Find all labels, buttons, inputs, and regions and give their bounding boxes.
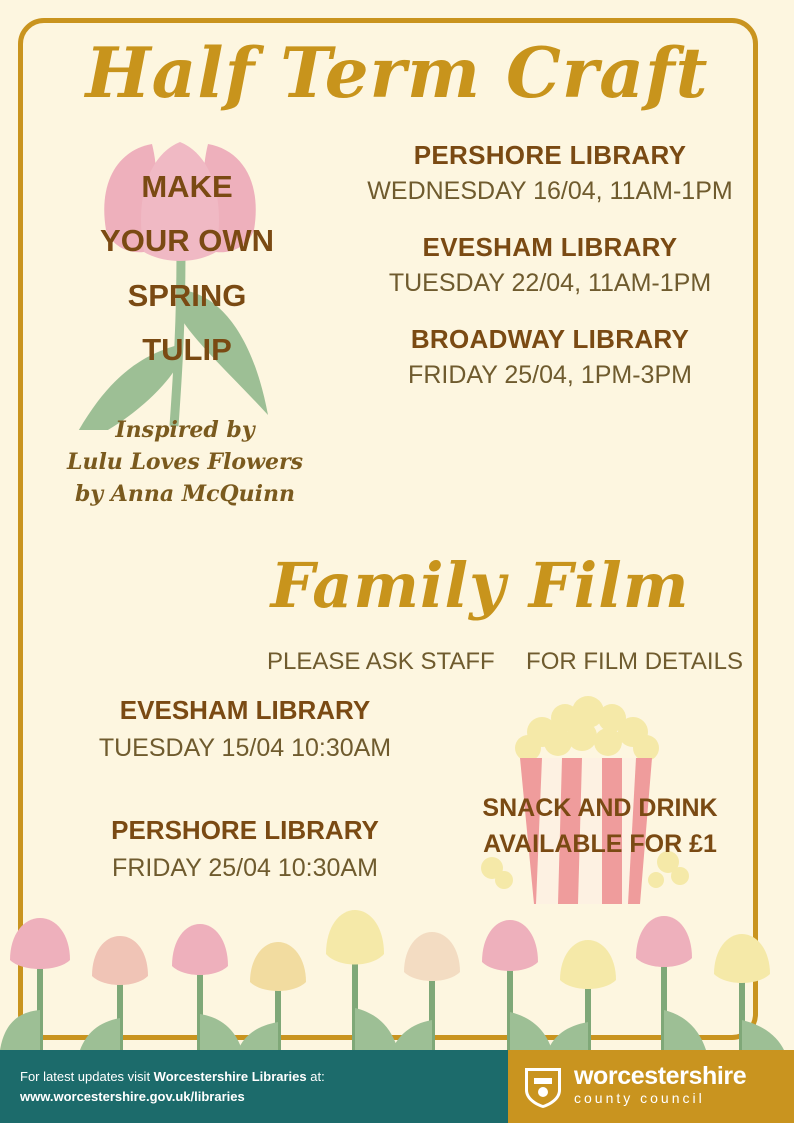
film-session-datetime: FRIDAY 25/04 10:30AM (112, 854, 378, 882)
craft-session-datetime: TUESDAY 22/04, 11AM-1PM (388, 269, 712, 297)
craft-headline-line-4: TULIP (142, 331, 232, 367)
footer-website-link[interactable] (20, 1087, 508, 1107)
council-crest-icon (522, 1064, 564, 1110)
council-logo (508, 1050, 794, 1123)
footer-line-1-bold: Worcestershire Libraries (153, 1069, 307, 1084)
craft-session-venue: BROADWAY LIBRARY (410, 324, 690, 354)
craft-headline-line-2: YOUR OWN (100, 223, 274, 259)
footer-line-1-suffix: at: (306, 1069, 325, 1084)
craft-session-datetime: WEDNESDAY 16/04, 11AM-1PM (367, 177, 733, 205)
snack-offer-line-2: AVAILABLE FOR £1 (483, 830, 717, 859)
footer-updates-text (0, 1050, 508, 1123)
snack-offer-line-1: SNACK AND DRINK (482, 794, 718, 822)
craft-session-venue: EVESHAM LIBRARY (422, 232, 678, 262)
film-session-venue: PERSHORE LIBRARY (111, 815, 379, 845)
footer-website-url: www.worcestershire.gov.uk/libraries (20, 1088, 245, 1104)
craft-inspiration-credit (40, 415, 330, 511)
craft-session-venue: PERSHORE LIBRARY (413, 140, 687, 170)
craft-headline-line-3: SPRING (127, 277, 247, 313)
family-film-title: Family Film (270, 549, 690, 622)
film-details-note (240, 648, 770, 676)
film-session-item (30, 815, 460, 883)
craft-session-datetime: FRIDAY 25/04, 1PM-3PM (408, 361, 692, 389)
film-session-item (30, 695, 460, 763)
craft-session-item (330, 232, 770, 298)
footer (0, 1050, 794, 1123)
craft-session-list (330, 140, 770, 416)
council-name-line-1: worcestershire (574, 1062, 747, 1091)
page-title: Half Term Craft (85, 33, 709, 114)
tulip-border-decoration (0, 890, 794, 1050)
film-note-part-2: FOR FILM DETAILS (526, 648, 743, 675)
council-name-line-2: county council (574, 1090, 705, 1107)
council-name (574, 1064, 746, 1109)
craft-headline-line-1: MAKE (141, 169, 233, 204)
snack-offer (440, 790, 760, 863)
film-session-venue: EVESHAM LIBRARY (119, 695, 371, 725)
inspiration-line-2: Lulu Loves Flowers (66, 448, 303, 475)
craft-session-item (330, 324, 770, 390)
inspiration-line-1: Inspired by (115, 417, 255, 443)
inspiration-line-3: by Anna McQuinn (74, 480, 296, 507)
craft-session-item (330, 140, 770, 206)
footer-line-1 (20, 1067, 508, 1087)
film-session-datetime: TUESDAY 15/04 10:30AM (98, 734, 392, 762)
footer-line-1-prefix: For latest updates visit (20, 1069, 154, 1084)
craft-headline (42, 160, 332, 377)
film-note-part-1: PLEASE ASK STAFF (267, 648, 495, 675)
